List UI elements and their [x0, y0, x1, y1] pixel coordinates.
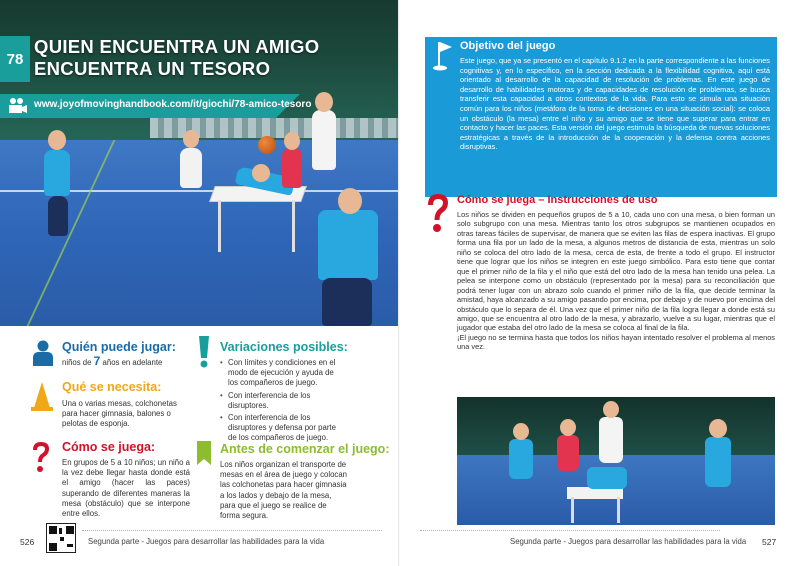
- footer-text-right: Segunda parte - Juegos para desarrollar las habilidades para la vida: [510, 537, 747, 546]
- footer-divider: [420, 530, 720, 531]
- title-line-2: ENCUENTRA UN TESORO: [34, 58, 271, 79]
- exclamation-icon: [198, 334, 210, 368]
- objective-heading: Objetivo del juego: [460, 40, 556, 52]
- cone-icon: [30, 380, 54, 412]
- who-can-play-text: niños de 7 años en adelante: [62, 354, 163, 368]
- golf-flag-icon: [432, 40, 454, 74]
- question-mark-icon: [30, 440, 52, 474]
- variations-heading: Variaciones posibles:: [220, 340, 348, 354]
- video-url-link[interactable]: www.joyofmovinghandbook.com/it/giochi/78-amico-tesoro: [34, 99, 312, 110]
- title-line-1: QUIEN ENCUENTRA UN AMIGO: [34, 36, 320, 57]
- before-start-heading: Antes de comenzar el juego:: [220, 442, 390, 456]
- instructions-paragraph: Los niños se dividen en pequeños grupos de 5 a 10, cada uno con una mesa, o bien forman un solo subgrupo con una mesa. Mientras tanto los otros subgrupos se mantienen ocupados en otras tareas fáciles de supervisar, de manera que se eviten las filas de espera inactivas. El grupo forma una fila por un lado de la mesa, a algunos metros de distancia de esta, mientras un solo niño se coloca del otro lado de la mesa, cerca de esta, de frente a todo el grupo. El instructor tiene que lograr que los niños se integren en este juego simbólico. Para esto tiene que contar que el primer niño de la fila y el niño que está del otro lado de la mesa han tenido una pelea. La pelea se interpone como un obstáculo (representado por la mesa) para su reconciliación que podrá tener lugar con un abrazo solo cuando el primer niño de la fila, que decide terminar la amistad, haya alcanzado a su amigo pasando por encima, por debajo y de nuevo por encima del obstáculo que lo separa de él. Una vez que el primer niño de la fila logra llegar a donde está su amigo, que se encuentra al otro lado de la mesa, y abrazarlo, vuelve a su lugar, mientras que el jugador que estaba del otro lado de la mesa se coloca al final de la fila.: [457, 210, 775, 333]
- person-icon: [32, 340, 54, 366]
- page-number-left: 526: [20, 537, 35, 547]
- what-needed-text: Una o varias mesas, colchonetas para hacer gimnasia, balones o pelotas de esponja.: [62, 399, 177, 429]
- footer-text-left: Segunda parte - Juegos para desarrollar las habilidades para la vida: [88, 537, 325, 546]
- variations-list: [220, 358, 340, 446]
- video-camera-icon: [8, 97, 28, 115]
- footer-divider: [82, 530, 382, 531]
- variation-item: • Con interferencia de los disruptores y defensa por parte de los compañeros de juego.: [220, 413, 340, 444]
- bookmark-icon: [196, 440, 212, 466]
- objective-text: Este juego, que ya se presentó en el capítulo 9.1.2 en la parte correspondiente a las funciones cognitivas y, en lo específico, en la sección dedicada a la flexibilidad cognitiva, aquí está orientado al desarrollo de la capacidad de resolución de problemas. En este juego de desarrollo de habilidades motoras y de capacidades de resolución de problemas, se busca transferir esta capacidad a otros contextos de la vida. Para esto se simula una situación común para los niños (metáfora de la toma de decisiones en una situación social): se coloca un obstáculo (la mesa) entre el niño y su amigo que se tiene que superar para entrar en contacto y hacer las paces. Esta versión del juego estimula la búsqueda de nuevas soluciones estratégicas a través de la introducción de la cooperación y la defensa contra acciones disruptivas.: [460, 56, 770, 152]
- how-to-play-heading: Cómo se juega:: [62, 440, 156, 454]
- question-mark-icon: [425, 192, 451, 234]
- instructions-heading: Cómo se juega – Instrucciones de uso: [457, 194, 658, 206]
- what-needed-heading: Qué se necesita:: [62, 380, 162, 394]
- before-start-text: Los niños organizan el transporte de mesas en el área de juego y colocan las colchonetas para hacer gimnasia a los lados y debajo de la mesa, para que el juego se realice de forma segura.: [220, 460, 347, 521]
- variation-item: • Con interferencia de los disruptores.: [220, 391, 340, 411]
- who-can-play-heading: Quién puede jugar:: [62, 340, 176, 354]
- page-number-right: 527: [762, 537, 777, 547]
- qr-code[interactable]: [46, 523, 76, 553]
- game-photo: [457, 397, 775, 525]
- how-to-play-text: En grupos de 5 a 10 niños; un niño a la vez debe llegar hasta donde está el amigo (hacer las paces) superando de diferentes maneras la mesa (obstáculo) que se interpone entre ellos.: [62, 458, 190, 519]
- activity-number: 78: [0, 36, 30, 82]
- page-title: [34, 36, 334, 80]
- variation-item: • Con límites y condiciones en el modo de ejecución y ayuda de los compañeros de juego.: [220, 358, 340, 389]
- instructions-text: [457, 210, 775, 352]
- instructions-paragraph: ¡El juego no se termina hasta que todos los niños hayan intentado resolver el problema al menos una vez.: [457, 332, 775, 352]
